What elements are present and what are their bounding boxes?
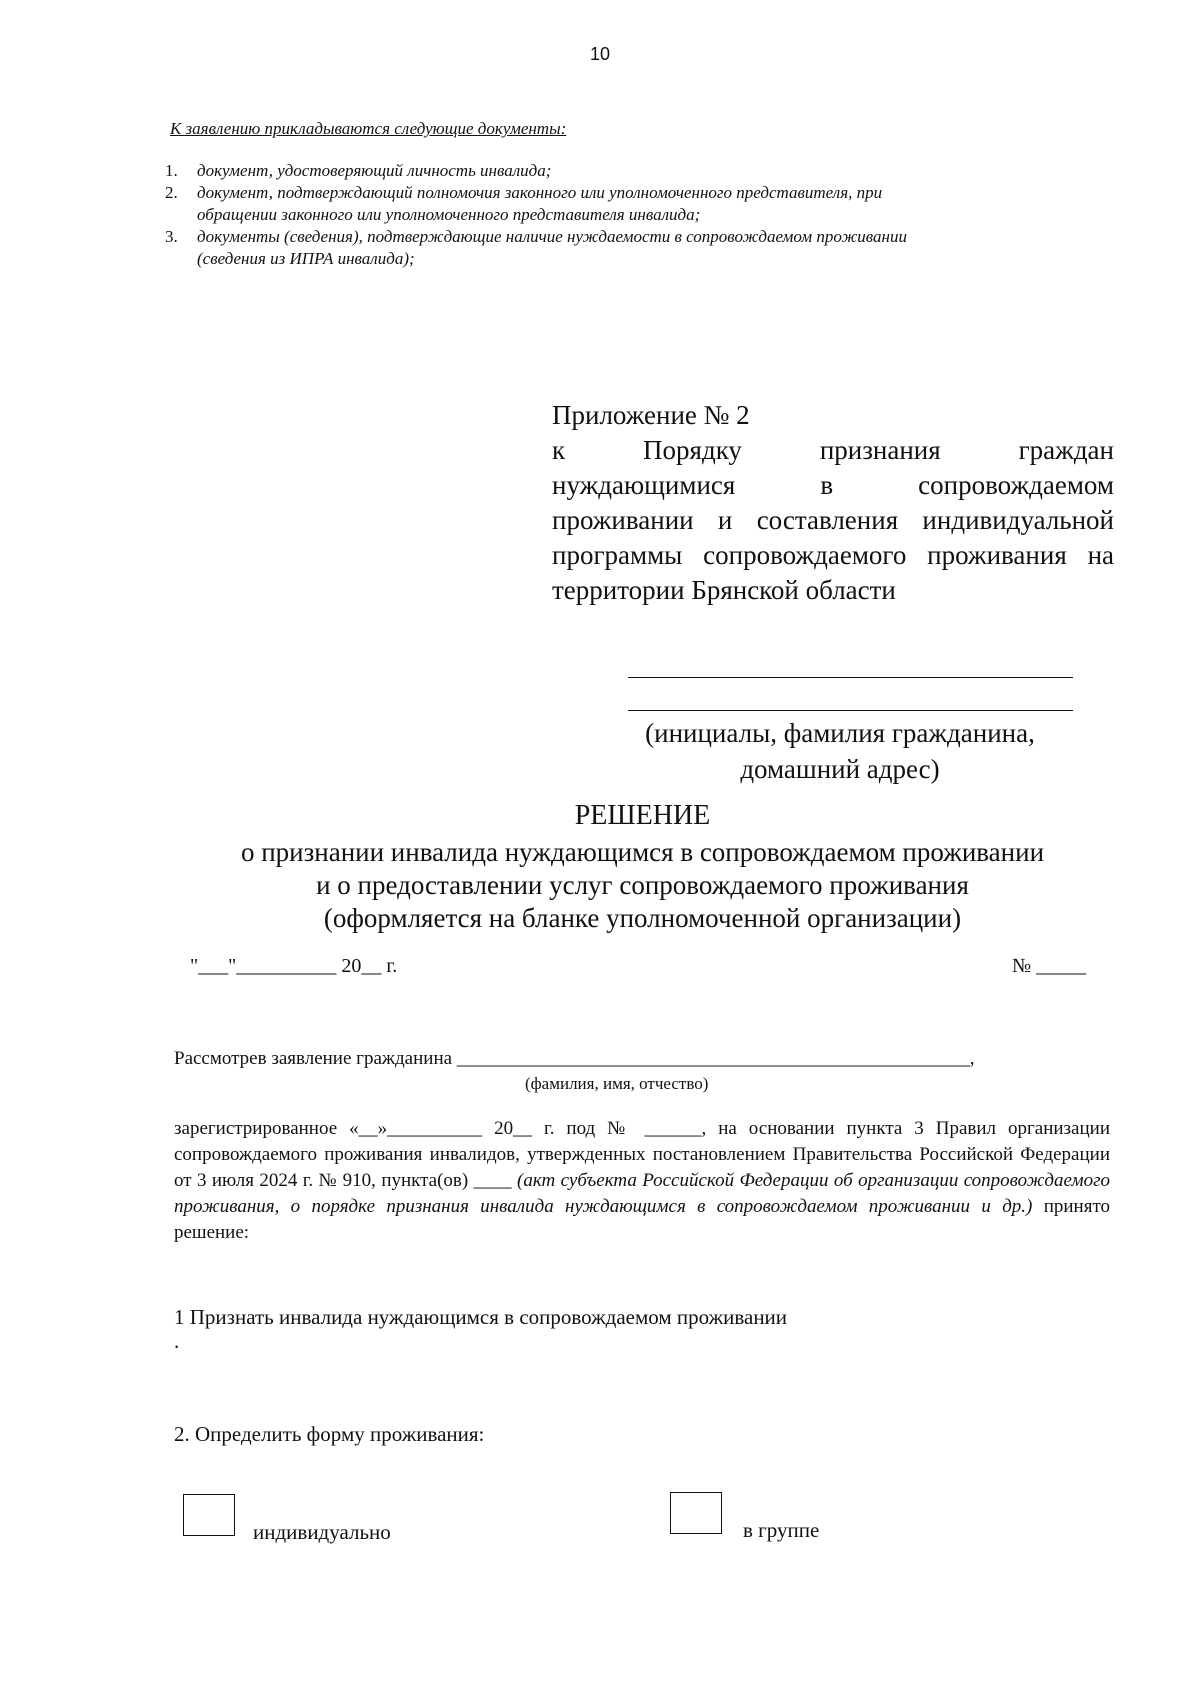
appendix-block <box>552 398 1114 608</box>
number-field: № _____ <box>1012 955 1087 977</box>
addressee-caption <box>620 715 1060 787</box>
individual-checkbox[interactable] <box>183 1494 235 1536</box>
list-item-number: 3. <box>165 227 178 246</box>
list-item-text-line: обращении законного или уполномоченного представителя инвалида; <box>197 205 701 224</box>
list-item-text-line: документы (сведения), подтверждающие наличие нуждаемости в сопровождаемом проживании <box>197 227 907 246</box>
appendix-text: проживании и составления индивидуальной программы сопровождаемого проживания на территории Брянской области <box>552 505 1114 605</box>
decision-item-2: 2. Определить форму проживания: <box>174 1422 485 1446</box>
appendix-word: в <box>820 470 834 500</box>
list-item-text: документ, удостоверяющий личность инвалида; <box>197 161 552 180</box>
list-item-text <box>197 226 907 270</box>
paragraph-italic-text: (акт субъекта Российской Федерации об организации сопровождаемого проживания, о порядке признания инвалида нуждающимся в сопровождаемом проживании и др.) <box>174 1170 1110 1217</box>
group-label: в группе <box>743 1518 820 1542</box>
list-item-text-line: документ, подтверждающий полномочия законного или уполномоченного представителя, при <box>197 183 883 202</box>
appendix-word: нуждающимися <box>552 470 736 500</box>
attachments-heading: К заявлению прикладываются следующие документы: <box>170 119 567 138</box>
appendix-word: к <box>552 435 566 465</box>
fio-caption: (фамилия, имя, отчество) <box>525 1074 709 1093</box>
addressee-caption-line: домашний адрес) <box>740 754 940 784</box>
appendix-line <box>552 468 1114 503</box>
considering-line: Рассмотрев заявление гражданина ______________________________________________________, <box>174 1048 975 1069</box>
list-item-text <box>197 182 882 226</box>
group-checkbox[interactable] <box>670 1492 722 1534</box>
list-item <box>165 182 1065 226</box>
decision-subtitle <box>0 836 1200 935</box>
paragraph-text: зарегистрированное «__»__________ 20__ г. под № ______, на основании пункта 3 Правил организации сопровождаемого проживания инвалидов, утвержденных постановлением Правительства Российской Федерации от 3 июля 2024 г. № 910, пункта(ов) ____ <box>174 1118 1110 1191</box>
date-field: "___"__________ 20__ г. <box>190 955 398 977</box>
appendix-word: признания <box>819 435 941 465</box>
decision-subtitle-line: о признании инвалида нуждающимся в сопровождаемом проживании <box>240 837 1045 867</box>
list-item-number: 2. <box>165 183 178 202</box>
decision-paragraph <box>174 1116 1110 1246</box>
decision-subtitle-line: и о предоставлении услуг сопровождаемого проживания <box>316 870 969 900</box>
decision-title: РЕШЕНИЕ <box>574 800 711 831</box>
paragraph-text: принято решение: <box>174 1196 1111 1243</box>
list-item <box>165 226 1065 270</box>
addressee-line <box>628 710 1073 711</box>
appendix-title: Приложение № 2 <box>552 400 750 430</box>
decision-item-1: 1 Признать инвалида нуждающимся в сопровождаемом проживании <box>174 1305 788 1329</box>
addressee-line <box>628 677 1073 678</box>
attachments-list <box>165 160 1065 270</box>
list-item-text-line: (сведения из ИПРА инвалида); <box>197 249 415 268</box>
decision-item-1-dot: . <box>174 1329 180 1353</box>
list-item <box>165 160 1065 182</box>
appendix-word: сопровождаемом <box>918 470 1114 500</box>
appendix-word: граждан <box>1018 435 1114 465</box>
individual-label: индивидуально <box>253 1520 391 1544</box>
appendix-line <box>552 433 1114 468</box>
list-item-number: 1. <box>165 161 178 180</box>
addressee-caption-line: (инициалы, фамилия гражданина, <box>645 718 1035 748</box>
page-number: 10 <box>589 44 611 64</box>
decision-subtitle-line: (оформляется на бланке уполномоченной организации) <box>323 903 962 933</box>
appendix-word: Порядку <box>643 435 742 465</box>
